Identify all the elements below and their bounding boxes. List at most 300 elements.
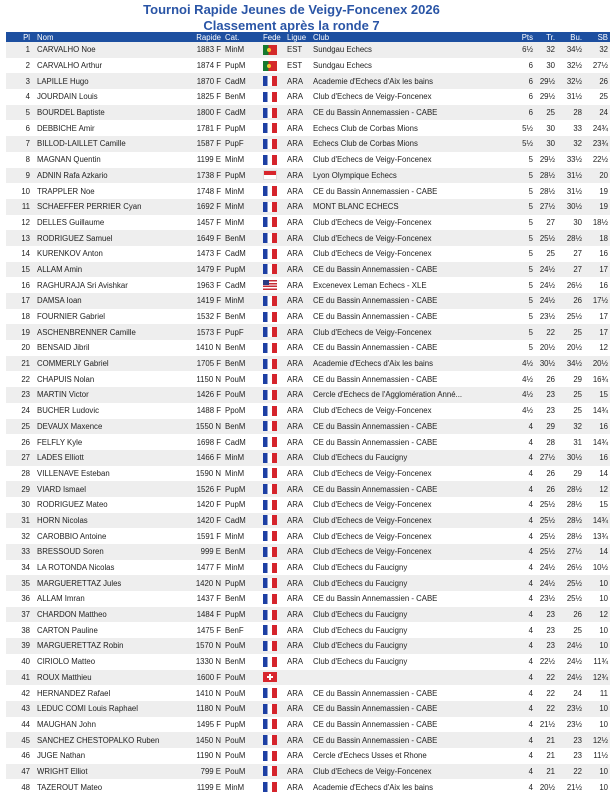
sonneborn-berger-cell: 10 — [599, 625, 608, 635]
league-cell: ARA — [287, 625, 304, 635]
category-cell: MinM — [225, 563, 245, 573]
club-cell: CE du Bassin Annemassien - CABE — [313, 296, 438, 306]
table-row — [6, 340, 610, 356]
buchholz-cell: 26 — [573, 296, 582, 306]
points-cell: 4 — [528, 766, 533, 776]
table-row — [6, 293, 610, 309]
league-cell: ARA — [287, 92, 304, 102]
sonneborn-berger-cell: 10 — [599, 704, 608, 714]
category-cell: PouM — [225, 672, 246, 682]
sonneborn-berger-cell: 10 — [599, 719, 608, 729]
rank-cell: 41 — [21, 672, 30, 682]
federation-cell — [261, 387, 285, 403]
player-name-cell: BRESSOUD Soren — [37, 547, 104, 557]
table-row — [6, 230, 610, 246]
category-cell: BenM — [225, 594, 246, 604]
tiebreak-tr-cell: 24½ — [539, 578, 555, 588]
points-cell: 5 — [528, 217, 533, 227]
buchholz-cell: 24½ — [566, 657, 582, 667]
federation-cell — [261, 262, 285, 278]
buchholz-cell: 25½ — [566, 594, 582, 604]
federation-cell — [261, 246, 285, 262]
player-name-cell: LAPILLE Hugo — [37, 76, 89, 86]
category-cell: PupF — [225, 327, 244, 337]
sonneborn-berger-cell: 17 — [599, 327, 608, 337]
sonneborn-berger-cell: 14 — [599, 468, 608, 478]
tiebreak-tr-cell: 26 — [546, 374, 555, 384]
player-name-cell: ALLAM Amin — [37, 264, 83, 274]
club-cell: CE du Bassin Annemassien - CABE — [313, 437, 438, 447]
rank-cell: 10 — [21, 186, 30, 196]
rating-cell: 1705 F — [196, 359, 221, 369]
club-cell: Club d'Echecs du Faucigny — [313, 641, 408, 651]
rating-cell: 1150 N — [196, 374, 221, 384]
federation-cell — [261, 105, 285, 121]
club-cell: Academie d'Echecs d'Aix les bains — [313, 359, 433, 369]
points-cell: 4 — [528, 421, 533, 431]
category-cell: PupM — [225, 610, 246, 620]
rating-cell: 1825 F — [196, 92, 221, 102]
player-name-cell: BUCHER Ludovic — [37, 406, 99, 416]
category-cell: MinM — [225, 782, 245, 792]
rating-cell: 1649 F — [196, 233, 221, 243]
buchholz-cell: 28½ — [566, 531, 582, 541]
points-cell: 4 — [528, 735, 533, 745]
points-cell: 5 — [528, 327, 533, 337]
player-name-cell: KURENKOV Anton — [37, 249, 103, 259]
sonneborn-berger-cell: 10 — [599, 766, 608, 776]
player-name-cell: ALLAM Imran — [37, 594, 85, 604]
club-cell: Lyon Olympique Echecs — [313, 170, 397, 180]
tiebreak-tr-cell: 21 — [546, 735, 555, 745]
points-cell: 4½ — [522, 406, 533, 416]
player-name-cell: MARTIN Victor — [37, 390, 89, 400]
buchholz-cell: 25 — [573, 327, 582, 337]
column-header-ligue: Ligue — [287, 32, 307, 42]
france-flag-icon — [263, 719, 277, 729]
france-flag-icon — [263, 657, 277, 667]
table-row — [6, 497, 610, 513]
player-name-cell: JOURDAIN Louis — [37, 92, 98, 102]
buchholz-cell: 30 — [573, 217, 582, 227]
player-name-cell: ADNIN Rafa Azkario — [37, 170, 108, 180]
club-cell: CE du Bassin Annemassien - CABE — [313, 264, 438, 274]
club-cell: Sundgau Echecs — [313, 61, 372, 71]
france-flag-icon — [263, 610, 277, 620]
table-row — [6, 654, 610, 670]
league-cell: ARA — [287, 563, 304, 573]
points-cell: 4 — [528, 453, 533, 463]
france-flag-icon — [263, 406, 277, 416]
club-cell: Cercle d'Echecs Usses et Rhone — [313, 751, 427, 761]
rank-cell: 24 — [21, 406, 30, 416]
sonneborn-berger-cell: 19 — [599, 202, 608, 212]
tiebreak-tr-cell: 22 — [546, 688, 555, 698]
rating-cell: 1457 F — [196, 217, 221, 227]
sonneborn-berger-cell: 16 — [599, 421, 608, 431]
player-name-cell: DAMSA Ioan — [37, 296, 82, 306]
category-cell: BenM — [225, 657, 246, 667]
sonneborn-berger-cell: 10 — [599, 578, 608, 588]
buchholz-cell: 34½ — [566, 45, 582, 55]
column-header-nom: Nom — [37, 32, 54, 42]
france-flag-icon — [263, 500, 277, 510]
club-cell: Club d'Echecs de Veigy-Foncenex — [313, 547, 432, 557]
buchholz-cell: 26½ — [566, 563, 582, 573]
sonneborn-berger-cell: 17½ — [592, 296, 608, 306]
rank-cell: 37 — [21, 610, 30, 620]
france-flag-icon — [263, 547, 277, 557]
sonneborn-berger-cell: 10½ — [592, 563, 608, 573]
france-flag-icon — [263, 688, 277, 698]
tiebreak-tr-cell: 28½ — [539, 170, 555, 180]
rating-cell: 1488 F — [196, 406, 221, 416]
club-cell: Club d'Echecs de Veigy-Foncenex — [313, 531, 432, 541]
federation-cell — [261, 528, 285, 544]
federation-cell — [261, 168, 285, 184]
rating-cell: 1526 F — [196, 484, 221, 494]
tiebreak-tr-cell: 23 — [546, 406, 555, 416]
france-flag-icon — [263, 782, 277, 792]
france-flag-icon — [263, 343, 277, 353]
table-row — [6, 199, 610, 215]
category-cell: PupM — [225, 123, 246, 133]
table-row — [6, 136, 610, 152]
table-row — [6, 481, 610, 497]
rank-cell: 16 — [21, 280, 30, 290]
league-cell: ARA — [287, 359, 304, 369]
federation-cell — [261, 622, 285, 638]
player-name-cell: CARVALHO Arthur — [37, 61, 103, 71]
sonneborn-berger-cell: 14¾ — [592, 406, 608, 416]
table-row — [6, 371, 610, 387]
club-cell: Echecs Club de Corbas Mions — [313, 139, 418, 149]
points-cell: 5 — [528, 249, 533, 259]
sonneborn-berger-cell: 12 — [599, 343, 608, 353]
player-name-cell: RAGHURAJA Sri Avishkar — [37, 280, 128, 290]
player-name-cell: ASCHENBRENNER Camille — [37, 327, 136, 337]
buchholz-cell: 23 — [573, 751, 582, 761]
tiebreak-tr-cell: 23 — [546, 390, 555, 400]
rank-cell: 22 — [21, 374, 30, 384]
column-header-bu: Bu. — [570, 32, 582, 42]
category-cell: PouM — [225, 641, 246, 651]
points-cell: 4 — [528, 437, 533, 447]
table-row — [6, 262, 610, 278]
league-cell: ARA — [287, 202, 304, 212]
sonneborn-berger-cell: 10 — [599, 594, 608, 604]
france-flag-icon — [263, 312, 277, 322]
player-name-cell: TRAPPLER Noe — [37, 186, 95, 196]
points-cell: 4½ — [522, 359, 533, 369]
federation-cell — [261, 732, 285, 748]
club-cell: Academie d'Echecs d'Aix les bains — [313, 782, 433, 792]
points-cell: 5 — [528, 296, 533, 306]
rating-cell: 1870 F — [196, 76, 221, 86]
club-cell: Club d'Echecs du Faucigny — [313, 578, 408, 588]
table-row — [6, 120, 610, 136]
sonneborn-berger-cell: 16 — [599, 453, 608, 463]
tiebreak-tr-cell: 30 — [546, 61, 555, 71]
points-cell: 4 — [528, 547, 533, 557]
rank-cell: 32 — [21, 531, 30, 541]
buchholz-cell: 26½ — [566, 280, 582, 290]
category-cell: BenM — [225, 233, 246, 243]
federation-cell — [261, 685, 285, 701]
federation-cell — [261, 481, 285, 497]
federation-cell — [261, 120, 285, 136]
player-name-cell: CARVALHO Noe — [37, 45, 96, 55]
rank-cell: 5 — [25, 108, 30, 118]
points-cell: 5 — [528, 343, 533, 353]
player-name-cell: CHAPUIS Nolan — [37, 374, 95, 384]
federation-cell — [261, 42, 285, 58]
buchholz-cell: 29 — [573, 374, 582, 384]
buchholz-cell: 32½ — [566, 76, 582, 86]
tiebreak-tr-cell: 25 — [546, 108, 555, 118]
table-row — [6, 732, 610, 748]
france-flag-icon — [263, 766, 277, 776]
points-cell: 4 — [528, 531, 533, 541]
rating-cell: 1573 F — [196, 327, 221, 337]
league-cell: ARA — [287, 782, 304, 792]
sonneborn-berger-cell: 17 — [599, 264, 608, 274]
points-cell: 4 — [528, 484, 533, 494]
points-cell: 4 — [528, 704, 533, 714]
tiebreak-tr-cell: 29 — [546, 421, 555, 431]
league-cell: ARA — [287, 610, 304, 620]
league-cell: ARA — [287, 766, 304, 776]
buchholz-cell: 20½ — [566, 343, 582, 353]
tiebreak-tr-cell: 25½ — [539, 547, 555, 557]
player-name-cell: SANCHEZ CHESTOPALKO Ruben — [37, 735, 160, 745]
standings-table — [6, 32, 610, 795]
category-cell: PpoM — [225, 406, 246, 416]
category-cell: CadM — [225, 108, 246, 118]
club-cell: Club d'Echecs de Veigy-Foncenex — [313, 249, 432, 259]
league-cell: ARA — [287, 312, 304, 322]
category-cell: MinM — [225, 202, 245, 212]
federation-cell — [261, 293, 285, 309]
points-cell: 4 — [528, 657, 533, 667]
club-cell: Academie d'Echecs d'Aix les bains — [313, 76, 433, 86]
tiebreak-tr-cell: 25½ — [539, 531, 555, 541]
league-cell: ARA — [287, 657, 304, 667]
rating-cell: 1874 F — [196, 61, 221, 71]
rank-cell: 18 — [21, 312, 30, 322]
rank-cell: 15 — [21, 264, 30, 274]
federation-cell — [261, 748, 285, 764]
federation-cell — [261, 58, 285, 74]
table-row — [6, 701, 610, 717]
club-cell — [311, 670, 511, 686]
club-cell: Club d'Echecs de Veigy-Foncenex — [313, 92, 432, 102]
table-row — [6, 277, 610, 293]
table-row — [6, 387, 610, 403]
points-cell: 4 — [528, 641, 533, 651]
rank-cell: 6 — [25, 123, 30, 133]
rank-cell: 7 — [25, 139, 30, 149]
federation-cell — [261, 497, 285, 513]
category-cell: MinM — [225, 453, 245, 463]
league-cell: ARA — [287, 531, 304, 541]
rank-cell: 43 — [21, 704, 30, 714]
category-cell: PouM — [225, 735, 246, 745]
tiebreak-tr-cell: 23½ — [539, 312, 555, 322]
category-cell: PupM — [225, 61, 246, 71]
portugal-flag-icon — [263, 45, 277, 55]
buchholz-cell: 25 — [573, 390, 582, 400]
column-header-club: Club — [313, 32, 330, 42]
rank-cell: 17 — [21, 296, 30, 306]
france-flag-icon — [263, 578, 277, 588]
points-cell: 4½ — [522, 390, 533, 400]
player-name-cell: BENSAID Jibril — [37, 343, 90, 353]
player-name-cell: CAROBBIO Antoine — [37, 531, 107, 541]
france-flag-icon — [263, 484, 277, 494]
rating-cell: 1420 F — [196, 500, 221, 510]
league-cell: ARA — [287, 468, 304, 478]
table-row — [6, 419, 610, 435]
sonneborn-berger-cell: 14 — [599, 547, 608, 557]
rating-cell: 1550 N — [195, 421, 221, 431]
category-cell: PupM — [225, 719, 246, 729]
sonneborn-berger-cell: 17 — [599, 312, 608, 322]
tiebreak-tr-cell: 27½ — [539, 202, 555, 212]
rank-cell: 28 — [21, 468, 30, 478]
club-cell: CE du Bassin Annemassien - CABE — [313, 186, 438, 196]
table-row — [6, 607, 610, 623]
france-flag-icon — [263, 186, 277, 196]
points-cell: 5 — [528, 264, 533, 274]
rank-cell: 19 — [21, 327, 30, 337]
player-name-cell: RODRIGUEZ Samuel — [37, 233, 113, 243]
tiebreak-tr-cell: 26 — [546, 484, 555, 494]
league-cell: ARA — [287, 578, 304, 588]
tiebreak-tr-cell: 26 — [546, 468, 555, 478]
tiebreak-tr-cell: 21 — [546, 751, 555, 761]
usa-flag-icon — [263, 280, 277, 290]
federation-cell — [261, 560, 285, 576]
table-row — [6, 89, 610, 105]
column-header-fede: Fede — [263, 32, 281, 42]
category-cell: CadM — [225, 76, 246, 86]
rank-cell: 21 — [21, 359, 30, 369]
buchholz-cell: 25 — [573, 625, 582, 635]
rating-cell: 1180 N — [196, 704, 221, 714]
buchholz-cell: 31½ — [566, 170, 582, 180]
france-flag-icon — [263, 390, 277, 400]
league-cell: ARA — [287, 280, 304, 290]
points-cell: 5½ — [522, 123, 533, 133]
rating-cell: 1475 F — [196, 625, 221, 635]
federation-cell — [261, 575, 285, 591]
buchholz-cell: 33 — [573, 123, 582, 133]
category-cell: PouM — [225, 374, 246, 384]
rank-cell: 9 — [25, 170, 30, 180]
tiebreak-tr-cell: 25 — [546, 249, 555, 259]
buchholz-cell: 32 — [573, 421, 582, 431]
federation-cell — [261, 230, 285, 246]
france-flag-icon — [263, 641, 277, 651]
page-title: Tournoi Rapide Jeunes de Veigy-Foncenex 2026 — [143, 2, 440, 17]
column-header-tr: Tr. — [546, 32, 555, 42]
category-cell: MinM — [225, 217, 245, 227]
buchholz-cell: 32½ — [566, 61, 582, 71]
tiebreak-tr-cell: 22 — [546, 672, 555, 682]
france-flag-icon — [263, 108, 277, 118]
league-cell: ARA — [287, 484, 304, 494]
league-cell: ARA — [287, 296, 304, 306]
tiebreak-tr-cell: 25½ — [539, 515, 555, 525]
tiebreak-tr-cell: 22 — [546, 327, 555, 337]
club-cell: Club d'Echecs de Veigy-Foncenex — [313, 515, 432, 525]
tiebreak-tr-cell: 21½ — [539, 719, 555, 729]
rating-cell: 1477 F — [196, 563, 221, 573]
league-cell: ARA — [287, 249, 304, 259]
tiebreak-tr-cell: 21 — [546, 766, 555, 776]
table-row — [6, 58, 610, 74]
club-cell: Club d'Echecs du Faucigny — [313, 453, 408, 463]
rank-cell: 29 — [21, 484, 30, 494]
points-cell: 4 — [528, 688, 533, 698]
table-row — [6, 748, 610, 764]
tiebreak-tr-cell: 22½ — [539, 657, 555, 667]
rank-cell: 1 — [25, 45, 30, 55]
rank-cell: 26 — [21, 437, 30, 447]
category-cell: MinM — [225, 186, 245, 196]
points-cell: 6 — [528, 61, 533, 71]
category-cell: PouM — [225, 766, 246, 776]
category-cell: MinM — [225, 45, 245, 55]
table-row — [6, 513, 610, 529]
rating-cell: 1800 F — [196, 108, 221, 118]
rating-cell: 1532 F — [196, 312, 221, 322]
rating-cell: 1479 F — [196, 264, 221, 274]
buchholz-cell: 30½ — [566, 202, 582, 212]
buchholz-cell: 27 — [573, 264, 582, 274]
tiebreak-tr-cell: 29½ — [539, 92, 555, 102]
category-cell: PupM — [225, 170, 246, 180]
league-cell: ARA — [287, 374, 304, 384]
sonneborn-berger-cell: 25 — [599, 92, 608, 102]
rating-cell: 1420 F — [196, 515, 221, 525]
club-cell: CE du Bassin Annemassien - CABE — [313, 312, 438, 322]
column-header-rapide: Rapide — [196, 32, 221, 42]
rank-cell: 48 — [21, 782, 30, 792]
rank-cell: 47 — [21, 766, 30, 776]
france-flag-icon — [263, 123, 277, 133]
table-row — [6, 309, 610, 325]
rating-cell: 1450 N — [195, 735, 221, 745]
rank-cell: 13 — [21, 233, 30, 243]
rank-cell: 36 — [21, 594, 30, 604]
league-cell: ARA — [287, 688, 304, 698]
rank-cell: 42 — [21, 688, 30, 698]
club-cell: CE du Bassin Annemassien - CABE — [313, 719, 438, 729]
france-flag-icon — [263, 155, 277, 165]
league-cell: EST — [287, 45, 303, 55]
buchholz-cell: 31½ — [566, 186, 582, 196]
table-row — [6, 152, 610, 168]
france-flag-icon — [263, 453, 277, 463]
player-name-cell: MAGNAN Quentin — [37, 155, 101, 165]
player-name-cell: HORN Nicolas — [37, 515, 88, 525]
player-name-cell: LEDUC COMI Louis Raphael — [37, 704, 138, 714]
points-cell: 5½ — [522, 139, 533, 149]
table-row — [6, 434, 610, 450]
tiebreak-tr-cell: 30½ — [539, 359, 555, 369]
